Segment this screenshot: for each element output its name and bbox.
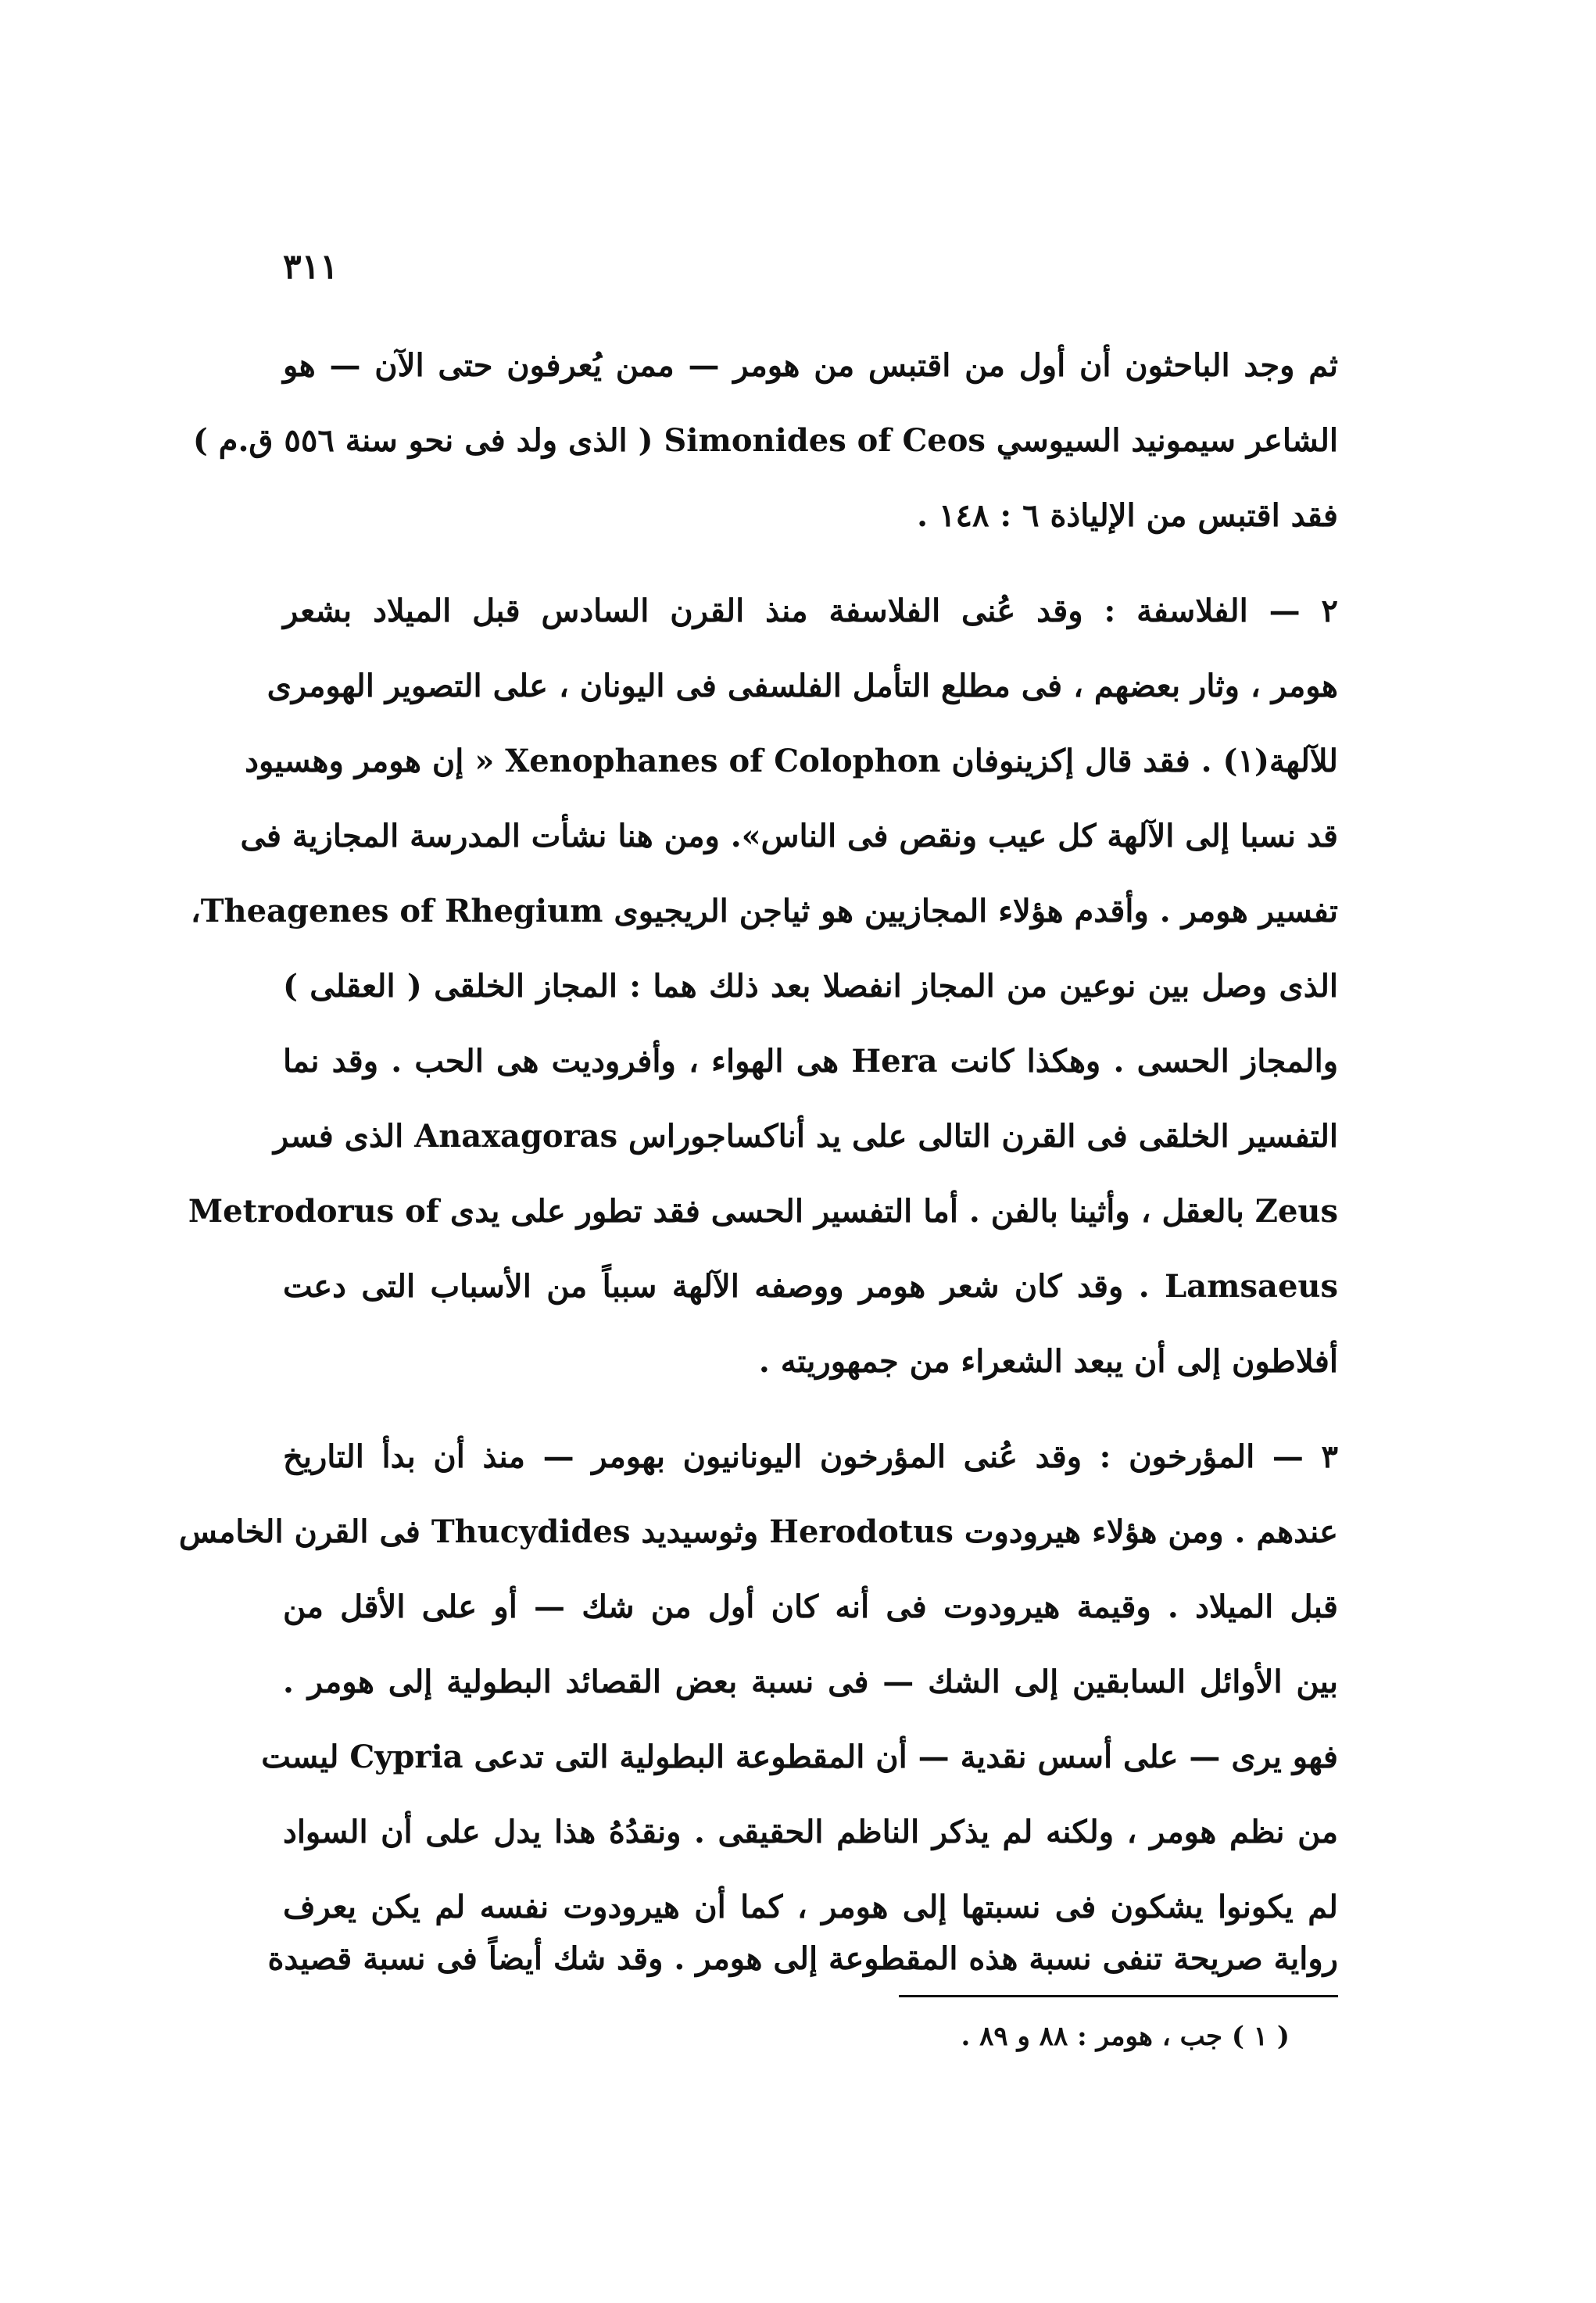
paragraph-2-line-7: والمجاز الحسى . وهكذا كانت Hera هى الهواء ، وأفروديت هى الحب . وقد نما — [283, 1043, 1339, 1080]
footnote: ( ١ ) جب ، هومر : ٨٨ و ٨٩ . — [961, 2021, 1290, 2052]
paragraph-1-line-1: ثم وجد الباحثون أن أول من اقتبس من هومر — ممن يُعرفون حتى الآن — هو — [283, 347, 1338, 384]
paragraph-3-line-6: من نظم هومر ، ولكنه لم يذكر الناظم الحقيقى . ونقدُهُ هذا يدل على أن السواد — [283, 1814, 1338, 1850]
paragraph-2-line-5: تفسير هومر . وأقدم هؤلاء المجازيين هو ثياجن الريجيوى Theagenes of Rhegium، — [190, 893, 1338, 929]
paragraph-2-line-6: الذى وصل بين نوعين من المجاز انفصلا بعد ذلك هما : المجاز الخلقى ( العقلى ) — [283, 968, 1338, 1005]
paragraph-3-line-7: لم يكونوا يشكون فى نسبتها إلى هومر ، كما أن هيرودوت نفسه لم يكن يعرف — [283, 1889, 1338, 1925]
paragraph-3-line-2: عندهم . ومن هؤلاء هيرودوت Herodotus وثوسيديد Thucydides فى القرن الخامس — [178, 1513, 1338, 1550]
paragraph-3-line-3: قبل الميلاد . وقيمة هيرودوت فى أنه كان أول من شك — أو على الأقل من — [283, 1588, 1338, 1625]
paragraph-2-line-1: ٢ — الفلاسفة : وقد عُنى الفلاسفة منذ القرن السادس قبل الميلاد بشعر — [283, 593, 1338, 629]
paragraph-3-line-1: ٣ — المؤرخون : وقد عُنى المؤرخون اليونانيون بهومر — منذ أن بدأ التاريخ — [283, 1438, 1338, 1475]
paragraph-2-line-11: أفلاطون إلى أن يبعد الشعراء من جمهوريته . — [758, 1343, 1338, 1380]
page-number: ٣١١ — [283, 247, 338, 287]
paragraph-2-line-10: Lamsaeus . وقد كان شعر هومر ووصفه الآلهة سبباً من الأسباب التى دعت — [283, 1268, 1338, 1305]
paragraph-2-line-8: التفسير الخلقى فى القرن التالى على يد أناكساجوراس Anaxagoras الذى فسر — [273, 1118, 1338, 1155]
paragraph-3-line-8: رواية صريحة تنفى نسبة هذه المقطوعة إلى هومر . وقد شك أيضاً فى نسبة قصيدة — [267, 1940, 1338, 1977]
paragraph-3-line-5: فهو يرى — على أسس نقدية — أن المقطوعة البطولية التى تدعى Cypria ليست — [261, 1739, 1338, 1775]
paragraph-2-line-9: Zeus بالعقل ، وأثينا بالفن . أما التفسير الحسى فقد تطور على يدى Metrodorus of — [188, 1193, 1338, 1230]
footnote-divider — [899, 1995, 1338, 1997]
paragraph-2-line-4: قد نسبا إلى الآلهة كل عيب ونقص فى الناس». ومن هنا نشأت المدرسة المجازية فى — [240, 818, 1338, 854]
paragraph-2-line-2: هومر ، وثار بعضهم ، فى مطلع التأمل الفلسفى فى اليونان ، على التصوير الهومرى — [267, 668, 1338, 704]
paragraph-1-line-3: فقد اقتبس من الإلياذة ٦ : ١٤٨ . — [917, 497, 1338, 534]
paragraph-2-line-3: للآلهة(١) . فقد قال إكزينوفان Xenophanes of Colophon « إن هومر وهسيود — [245, 743, 1338, 779]
paragraph-1-line-2: الشاعر سيمونيد السيوسي Simonides of Ceos ( الذى ولد فى نحو سنة ٥٥٦ ق.م ) — [192, 422, 1338, 459]
paragraph-3-line-4: بين الأوائل السابقين إلى الشك — فى نسبة بعض القصائد البطولية إلى هومر . — [283, 1664, 1338, 1700]
